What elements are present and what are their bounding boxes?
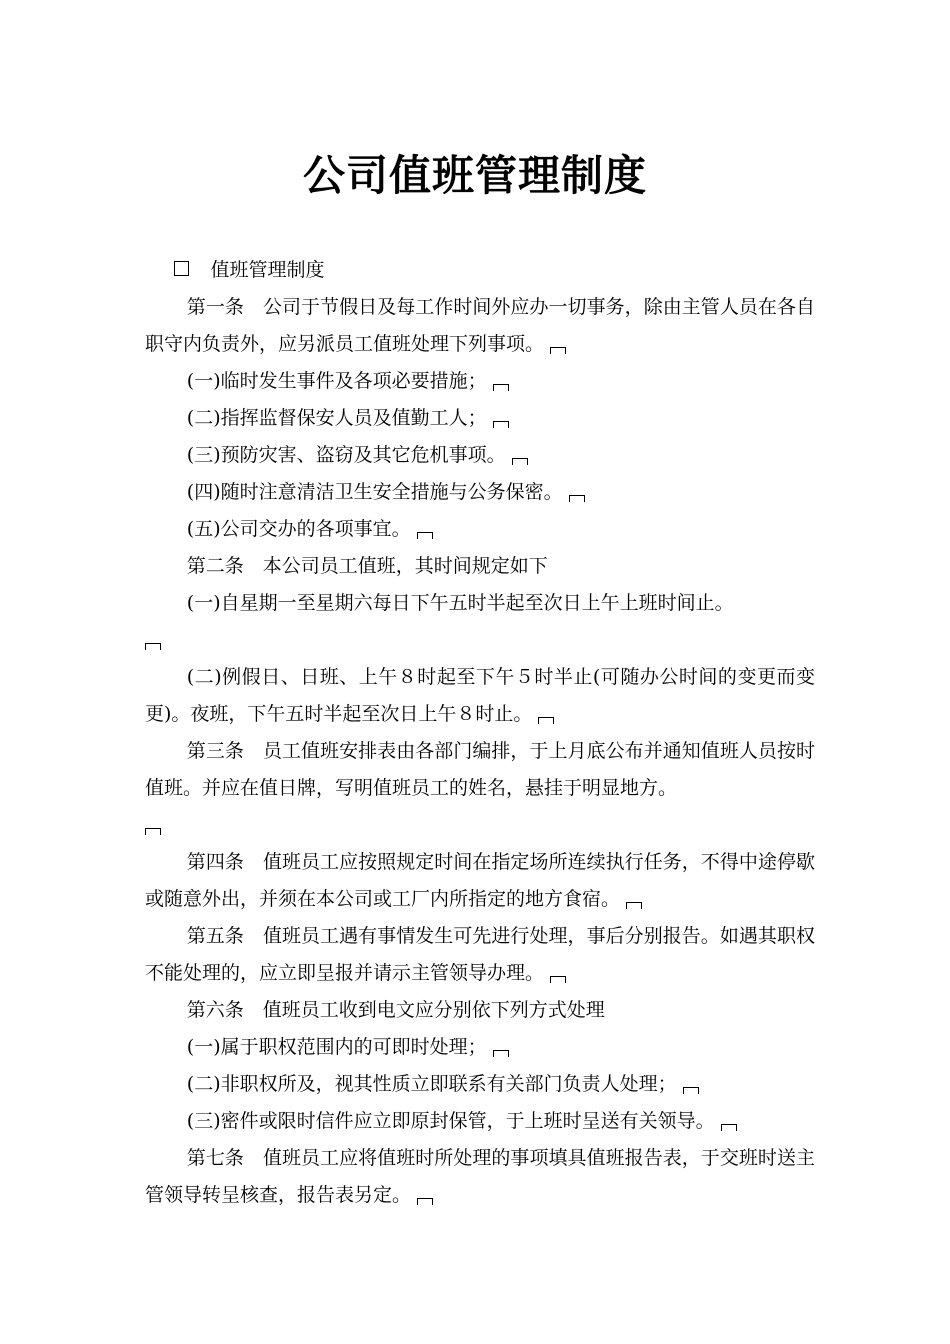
article-1-item-1	[145, 363, 815, 400]
article-6	[145, 992, 815, 1029]
article-2-item-2-text: (二)例假日、日班、上午８时起至下午５时半止(可随办公时间的变更而变更)。夜班，下午五时半起至次日上午８时止。	[145, 666, 815, 725]
section-heading-text: 值班管理制度	[210, 259, 325, 281]
paragraph-mark-icon	[550, 347, 566, 354]
article-2-text: 第二条 本公司员工值班，其时间规定如下	[186, 555, 548, 577]
paragraph-mark-line	[145, 622, 815, 659]
article-2	[145, 548, 815, 585]
paragraph-mark-line	[145, 807, 815, 844]
paragraph-mark-icon	[145, 643, 161, 650]
paragraph-mark-icon	[493, 421, 509, 428]
article-6-item-1-text: (一)属于职权范围内的可即时处理；	[186, 1036, 487, 1058]
article-1-item-4	[145, 474, 815, 511]
article-1-item-5-text: (五)公司交办的各项事宜。	[186, 518, 411, 540]
article-7-text: 第七条 值班员工应将值班时所处理的事项填具值班报告表，于交班时送主管领导转呈核查，报告表另定。	[145, 1147, 815, 1206]
paragraph-mark-icon	[512, 458, 528, 465]
article-1-item-3-text: (三)预防灾害、盗窃及其它危机事项。	[186, 444, 506, 466]
paragraph-mark-icon	[493, 384, 509, 391]
article-6-item-2-text: (二)非职权所及，视其性质立即联系有关部门负责人处理；	[186, 1073, 677, 1095]
article-2-item-2	[145, 659, 815, 733]
paragraph-mark-icon	[626, 902, 642, 909]
article-1-item-2	[145, 400, 815, 437]
article-6-item-3-text: (三)密件或限时信件应立即原封保管，于上班时呈送有关领导。	[186, 1110, 715, 1132]
article-6-item-3	[145, 1103, 815, 1140]
article-3-text: 第三条 员工值班安排表由各部门编排，于上月底公布并通知值班人员按时值班。并应在值日牌，写明值班员工的姓名，悬挂于明显地方。	[145, 740, 815, 799]
article-6-item-2	[145, 1066, 815, 1103]
article-2-item-1-text: (一)自星期一至星期六每日下午五时半起至次日上午上班时间止。	[186, 592, 734, 614]
paragraph-mark-icon	[683, 1087, 699, 1094]
article-5-text: 第五条 值班员工遇有事情发生可先进行处理，事后分别报告。如遇其职权不能处理的，应立即呈报并请示主管领导办理。	[145, 925, 815, 984]
checkbox-square-icon	[174, 261, 189, 276]
paragraph-mark-icon	[145, 828, 161, 835]
article-4	[145, 844, 815, 918]
article-1-item-1-text: (一)临时发生事件及各项必要措施；	[186, 370, 487, 392]
article-1-text: 第一条 公司于节假日及每工作时间外应办一切事务，除由主管人员在各自职守内负责外，应另派员工值班处理下列事项。	[145, 296, 815, 355]
article-3	[145, 733, 815, 807]
article-6-text: 第六条 值班员工收到电文应分别依下列方式处理	[186, 999, 605, 1021]
paragraph-mark-icon	[493, 1050, 509, 1057]
paragraph-mark-icon	[721, 1124, 737, 1131]
paragraph-mark-icon	[417, 532, 433, 539]
paragraph-mark-icon	[550, 976, 566, 983]
article-1-item-3	[145, 437, 815, 474]
document-title: 公司值班管理制度	[302, 151, 647, 200]
article-6-item-1	[145, 1029, 815, 1066]
section-heading	[145, 252, 815, 289]
article-7	[145, 1140, 815, 1214]
paragraph-mark-icon	[569, 495, 585, 502]
paragraph-mark-icon	[417, 1198, 433, 1205]
article-1-item-2-text: (二)指挥监督保安人员及值勤工人；	[186, 407, 487, 429]
paragraph-mark-icon	[538, 717, 554, 724]
article-5	[145, 918, 815, 992]
article-2-item-1	[145, 585, 815, 622]
article-1-item-4-text: (四)随时注意清洁卫生安全措施与公务保密。	[186, 481, 563, 503]
article-1-item-5	[145, 511, 815, 548]
article-4-text: 第四条 值班员工应按照规定时间在指定场所连续执行任务，不得中途停歇或随意外出，并须在本公司或工厂内所指定的地方食宿。	[145, 851, 815, 910]
document-body	[145, 252, 815, 1214]
article-1	[145, 289, 815, 363]
